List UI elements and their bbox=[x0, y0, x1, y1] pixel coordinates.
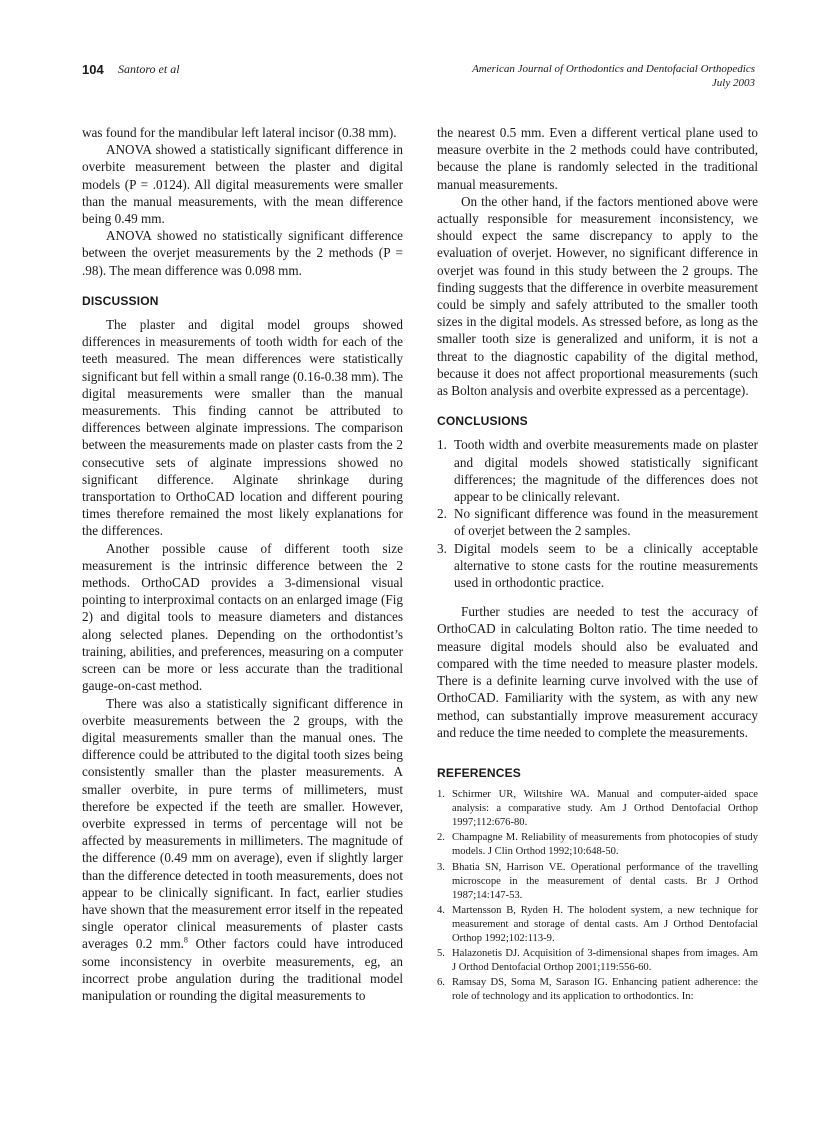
reference-text: Ramsay DS, Soma M, Sarason IG. Enhancing patient adherence: the role of technology and its application to orthodontics. In: bbox=[452, 977, 758, 1003]
section-heading-conclusions: CONCLUSIONS bbox=[437, 414, 528, 429]
reference-number: 3. bbox=[437, 861, 445, 873]
reference-item bbox=[437, 904, 758, 946]
reference-number: 5. bbox=[437, 948, 445, 960]
reference-item bbox=[437, 788, 758, 830]
paragraph: ANOVA showed a statistically significant difference in overbite measurement between the plaster and digital models (P = .0124). All digital measurements were smaller than the manual measurements, with the mean difference being 0.49 mm. bbox=[82, 142, 403, 227]
reference-text: Schirmer UR, Wiltshire WA. Manual and computer-aided space analysis: a comparative study. Am J Orthod Dentofacial Orthop 1997;112:676-80. bbox=[452, 789, 758, 829]
paragraph-text: There was also a statistically significant difference in overbite measurements between the 2 groups, with the digital measurements smaller than the manual ones. The difference could be attributed to the digital tooth sizes being consistently smaller than the plaster measurements. A smaller overbite, in pure terms of millimeters, must therefore be expected if the teeth are smaller. However, overbite expressed in terms of percentage will not be affected by measurements in millimeters. The magnitude of the difference (0.49 mm on average), even if slightly larger than the difference detected in tooth measurements, does not appear to be clinically significant. In fact, earlier studies have shown that the measurement error itself in the repeated single operator clinical measurements of plaster casts averages 0.2 mm. bbox=[82, 695, 403, 952]
section-heading-references: REFERENCES bbox=[437, 765, 522, 780]
reference-item bbox=[437, 976, 758, 1004]
paragraph-text: Other factors could have introduced some inconsistency in overbite measurements, eg, an incorrect probe angulation during the traditional model manipulation or rounding the digital measurements to bbox=[82, 936, 403, 1003]
paragraph: Further studies are needed to test the accuracy of OrthoCAD in calculating Bolton ratio. The time needed to measure digital models should also be evaluated and compared with the time needed to measure plaster models. There is a definite learning curve involved with the use of OrthoCAD. Familiarity with the system, as with any new method, can substantially improve measurement accuracy and reduce the time needed to complete the measurements. bbox=[437, 604, 758, 740]
item-number: 2. bbox=[437, 506, 447, 522]
running-author: Santoro et al bbox=[118, 62, 180, 76]
references-list bbox=[437, 788, 758, 1004]
issue-date: July 2003 bbox=[711, 77, 755, 89]
paragraph bbox=[82, 695, 403, 1005]
reference-number: 1. bbox=[437, 789, 445, 801]
journal-info bbox=[472, 62, 755, 90]
conclusion-item bbox=[437, 436, 758, 505]
paragraph: On the other hand, if the factors mentioned above were actually responsible for measurement inconsistency, we should expect the same discrepancy to apply to the evaluation of overjet. However, no significant difference in overjet was found in this study between the 2 groups. The finding suggests that the difference in overbite measurement could be simply and safely attributed to the smaller tooth sizes in the digital models. As stressed before, as long as the smaller tooth size is generalized and uniform, it is not a threat to the diagnostic capability of the digital method, because it does not affect proportional measurements (such as Bolton analysis and overbite expressed as a percentage). bbox=[437, 193, 758, 399]
reference-number: 4. bbox=[437, 904, 445, 916]
reference-item bbox=[437, 861, 758, 903]
item-number: 1. bbox=[437, 437, 447, 453]
reference-text: Bhatia SN, Harrison VE. Operational performance of the travelling microscope in the measurement of dental casts. Br J Orthod 1987;14:147-53. bbox=[452, 861, 758, 901]
item-text: Digital models seem to be a clinically acceptable alternative to stone casts for the routine measurements used in orthodontic practice. bbox=[454, 540, 758, 591]
item-text: Tooth width and overbite measurements made on plaster and digital models showed statistically significant differences; the magnitude of the differences does not appear to be clinically relevant. bbox=[454, 437, 758, 505]
reference-text: Champagne M. Reliability of measurements from photocopies of study models. J Clin Orthod 1992;10:648-50. bbox=[452, 832, 758, 858]
item-number: 3. bbox=[437, 540, 447, 556]
paragraph: ANOVA showed no statistically significant difference between the overjet measurements by the 2 methods (P = .98). The mean difference was 0.098 mm. bbox=[82, 228, 403, 278]
reference-number: 6. bbox=[437, 977, 445, 989]
conclusions-list bbox=[437, 436, 758, 591]
reference-text: Halazonetis DJ. Acquisition of 3-dimensional shapes from images. Am J Orthod Dentofacial Orthop 2001;119:556-60. bbox=[452, 948, 758, 974]
reference-text: Martensson B, Ryden H. The holodent system, a new technique for measurement and storage of dental casts. Am J Orthod Dentofacial Orthop 1992;102:113-9. bbox=[452, 904, 758, 945]
reference-number: 2. bbox=[437, 832, 445, 844]
paragraph: Another possible cause of different tooth size measurement is the intrinsic difference between the 2 methods. OrthoCAD provides a 3-dimensional visual pointing to interproximal contacts on an enlarged image (Fig 2) and digital tools to measure diameters and distances along selected planes. Depending on the orthodontist’s training, abilities, and preferences, measuring on a computer screen can be more or less accurate than the traditional gauge-on-cast method. bbox=[82, 540, 403, 694]
journal-title: American Journal of Orthodontics and Dentofacial Orthopedics bbox=[472, 63, 755, 75]
paragraph: the nearest 0.5 mm. Even a different vertical plane used to measure overbite in the 2 methods could have contributed, because the plane is randomly selected in the traditional manual measurements. bbox=[437, 125, 758, 192]
reference-item bbox=[437, 947, 758, 975]
reference-item bbox=[437, 831, 758, 859]
item-text: No significant difference was found in the measurement of overjet between the 2 samples. bbox=[454, 506, 758, 539]
left-column bbox=[82, 124, 403, 1004]
paragraph: was found for the mandibular left lateral incisor (0.38 mm). bbox=[82, 125, 397, 140]
section-heading-discussion: DISCUSSION bbox=[82, 293, 159, 308]
conclusion-item bbox=[437, 540, 758, 592]
right-column bbox=[437, 124, 758, 1006]
citation-superscript: 8 bbox=[183, 935, 188, 945]
running-header bbox=[82, 62, 755, 98]
conclusion-item bbox=[437, 505, 758, 539]
paragraph: The plaster and digital model groups showed differences in measurements of tooth width for each of the teeth measured. The mean differences were statistically significant but fell within a small range (0.16-0.38 mm). The digital measurements were smaller than the manual measurements. This finding cannot be attributed to differences between alginate impressions. The comparison between the measurements made on plaster casts from the 2 consecutive sets of alginate impressions showed no significant difference. Alginate shrinkage during transportation to OrthoCAD location and different pouring times therefore remained the most likely explanations for the differences. bbox=[82, 317, 403, 539]
page-number: 104 bbox=[82, 62, 104, 77]
